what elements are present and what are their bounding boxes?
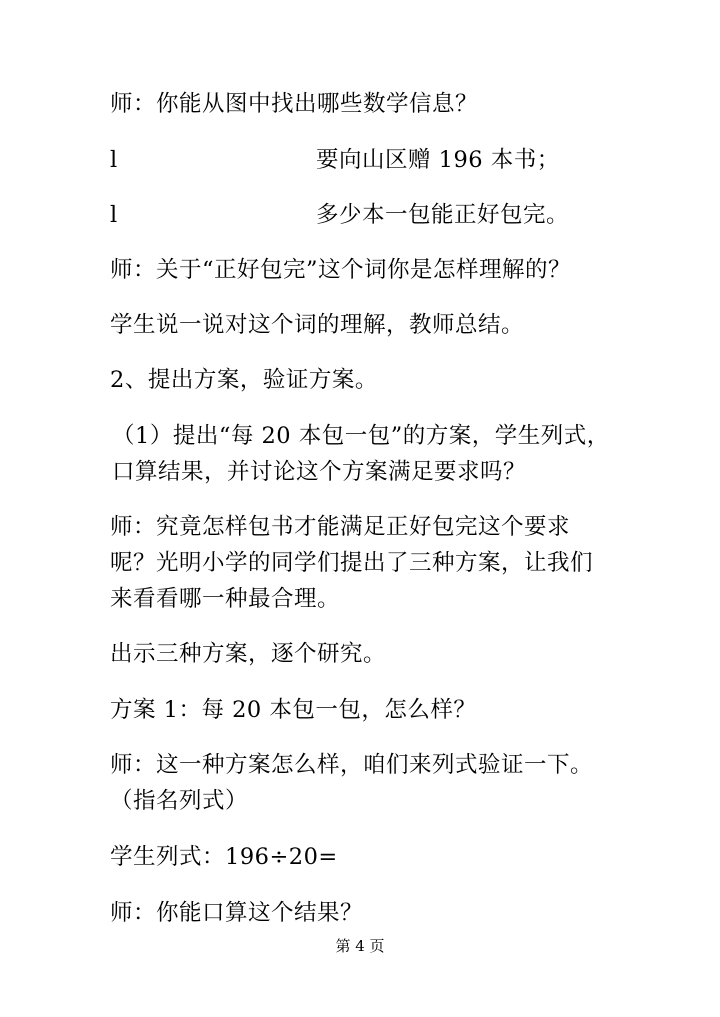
paragraph: 师：究竟怎样包书才能满足正好包完这个要求呢？光明小学的同学们提出了三种方案，让我们来看看哪一种最合理。	[110, 514, 594, 612]
page-number: 第 4 页	[335, 937, 385, 955]
paragraph: 方案 1：每 20 本包一包，怎么样？	[110, 697, 477, 723]
paragraph: 出示三种方案，逐个研究。	[110, 641, 387, 667]
paragraph: 师：你能从图中找出哪些数学信息？	[110, 91, 479, 117]
bullet-mark: l	[110, 147, 118, 173]
paragraph: 学生说一说对这个词的理解，教师总结。	[110, 312, 525, 338]
bullet-text: 要向山区赠 196 本书；	[316, 147, 560, 173]
bullet-mark: l	[110, 202, 118, 228]
paragraph: 师：关于“正好包完”这个词你是怎样理解的？	[110, 257, 572, 283]
bullet-item	[110, 142, 630, 178]
section-heading: 2、提出方案，验证方案。	[110, 367, 378, 393]
paragraph: （1）提出“每 20 本包一包”的方案，学生列式，口算结果，并讨论这个方案满足要求吗？	[112, 423, 610, 485]
bullet-item	[110, 197, 630, 233]
paragraph: 师：你能口算这个结果？	[110, 900, 364, 926]
paragraph: 学生列式：196÷20=	[110, 844, 338, 870]
bullet-text: 多少本一包能正好包完。	[316, 202, 570, 228]
paragraph: 师：这一种方案怎么样，咱们来列式验证一下。（指名列式）	[110, 752, 594, 814]
